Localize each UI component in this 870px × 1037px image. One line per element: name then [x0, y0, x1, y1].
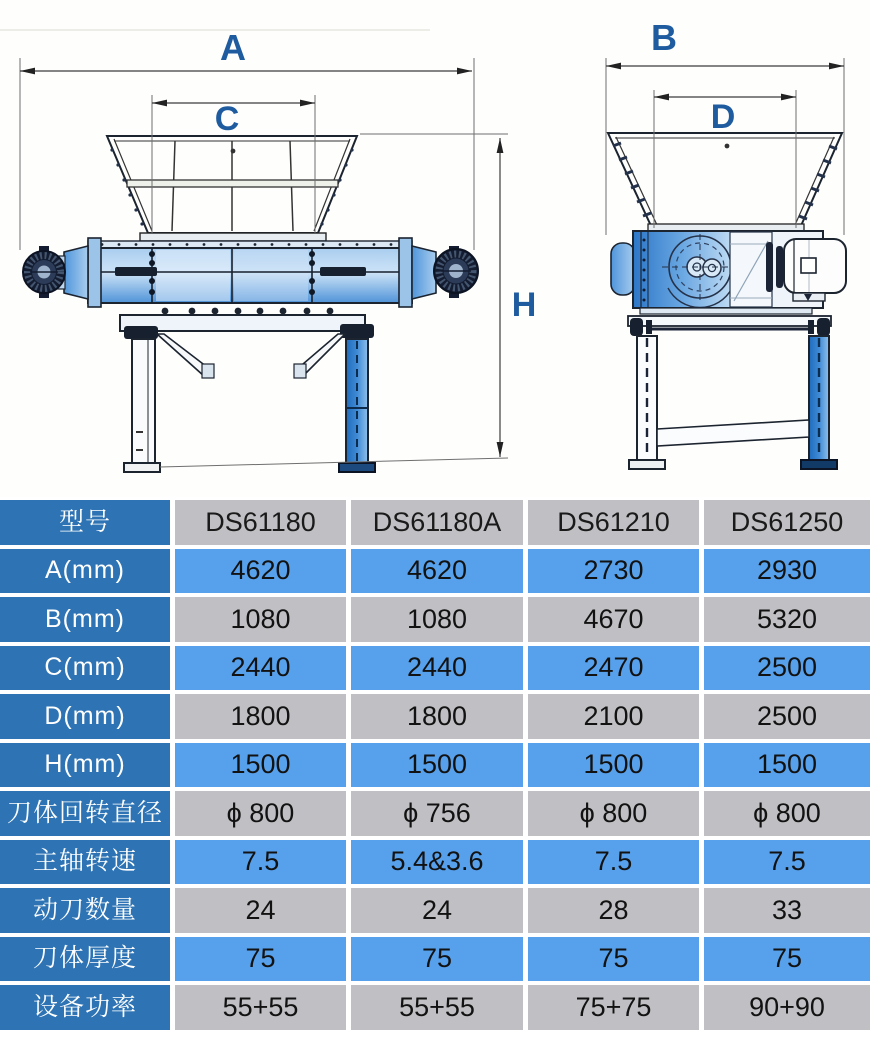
spec-value: 75	[351, 937, 523, 982]
dim-label-d: D	[710, 98, 736, 136]
dimension-d	[654, 90, 796, 228]
spec-value: 75+75	[528, 985, 699, 1030]
hopper-hatch-marks	[613, 143, 837, 219]
side-stand	[628, 316, 837, 469]
spec-value: 1500	[175, 743, 346, 788]
technical-drawing	[0, 0, 870, 497]
spec-value: 2930	[704, 549, 870, 594]
tie-rod-left	[115, 267, 157, 276]
spec-label: 主轴转速	[0, 840, 170, 885]
spec-value: ϕ 800	[528, 791, 699, 836]
side-cross-beam	[657, 420, 809, 446]
front-leg-left	[132, 339, 155, 463]
front-stand	[120, 315, 375, 472]
spec-label: C(mm)	[0, 646, 170, 691]
bearing-housing	[611, 243, 635, 295]
spec-value: 7.5	[175, 840, 346, 885]
spec-value: 5.4&3.6	[351, 840, 523, 885]
dim-label-b: B	[651, 17, 677, 58]
spec-value: ϕ 756	[351, 791, 523, 836]
spec-value: 2500	[704, 694, 870, 739]
spec-value: ϕ 800	[175, 791, 346, 836]
coupling-disc	[766, 242, 773, 292]
coupling-disc-2	[776, 246, 783, 288]
shredder-dimension-drawing	[0, 0, 870, 497]
spec-label: D(mm)	[0, 694, 170, 739]
spec-label: 刀体厚度	[0, 937, 170, 982]
front-foot-right	[339, 463, 375, 472]
spec-value: 75	[528, 937, 699, 982]
spec-value: 2500	[704, 646, 870, 691]
spec-value: 2440	[351, 646, 523, 691]
spec-label: B(mm)	[0, 597, 170, 642]
spec-value: 1500	[704, 743, 870, 788]
cutter-hub-right	[412, 246, 478, 299]
side-hopper	[608, 133, 842, 231]
spec-value: 2470	[528, 646, 699, 691]
model-header-cell: DS61210	[528, 500, 699, 545]
spec-value: 28	[528, 888, 699, 933]
spec-value: 4620	[175, 549, 346, 594]
spec-label: H(mm)	[0, 743, 170, 788]
spec-value: 24	[175, 888, 346, 933]
model-header-cell: DS61180A	[351, 500, 523, 545]
spec-value: 33	[704, 888, 870, 933]
spec-table	[0, 500, 870, 1030]
side-foot-right	[801, 460, 837, 469]
spec-value: 1500	[351, 743, 523, 788]
spec-value: 1080	[351, 597, 523, 642]
spec-value: 4670	[528, 597, 699, 642]
spec-value: 55+55	[175, 985, 346, 1030]
model-header-cell: DS61180	[175, 500, 346, 545]
motor	[784, 239, 846, 301]
spec-value: 5320	[704, 597, 870, 642]
spec-value: 2730	[528, 549, 699, 594]
spec-value: 90+90	[704, 985, 870, 1030]
spec-value: 7.5	[704, 840, 870, 885]
spec-label: 刀体回转直径	[0, 791, 170, 836]
front-hopper	[107, 136, 357, 241]
spec-label: 设备功率	[0, 985, 170, 1030]
spec-label: 动刀数量	[0, 888, 170, 933]
spec-value: 1800	[175, 694, 346, 739]
side-view	[606, 17, 846, 469]
spec-value: 1800	[351, 694, 523, 739]
tie-rod-right	[320, 267, 366, 276]
front-view	[20, 27, 536, 472]
dim-label-c: C	[214, 100, 240, 138]
side-foot-left	[629, 460, 665, 469]
spec-value: 75	[175, 937, 346, 982]
spec-label: A(mm)	[0, 549, 170, 594]
dim-label-a: A	[220, 27, 246, 68]
hopper-center-mark-side	[725, 144, 730, 149]
spec-value: 7.5	[528, 840, 699, 885]
spec-value: ϕ 800	[704, 791, 870, 836]
spec-value: 1500	[528, 743, 699, 788]
side-body	[611, 231, 846, 314]
hopper-center-mark	[231, 149, 236, 154]
body-bottom-bolts	[162, 308, 334, 315]
model-row-label: 型号	[0, 500, 170, 545]
spec-value: 24	[351, 888, 523, 933]
spec-value: 2100	[528, 694, 699, 739]
front-foot-left	[124, 463, 160, 472]
dimension-a	[20, 27, 474, 250]
cutter-hub-left	[23, 246, 88, 299]
spec-value: 1080	[175, 597, 346, 642]
spec-value: 75	[704, 937, 870, 982]
model-header-cell: DS61250	[704, 500, 870, 545]
spec-value: 4620	[351, 549, 523, 594]
dim-label-h: H	[511, 286, 537, 324]
spec-value: 55+55	[351, 985, 523, 1030]
spec-value: 2440	[175, 646, 346, 691]
front-body	[88, 238, 412, 314]
